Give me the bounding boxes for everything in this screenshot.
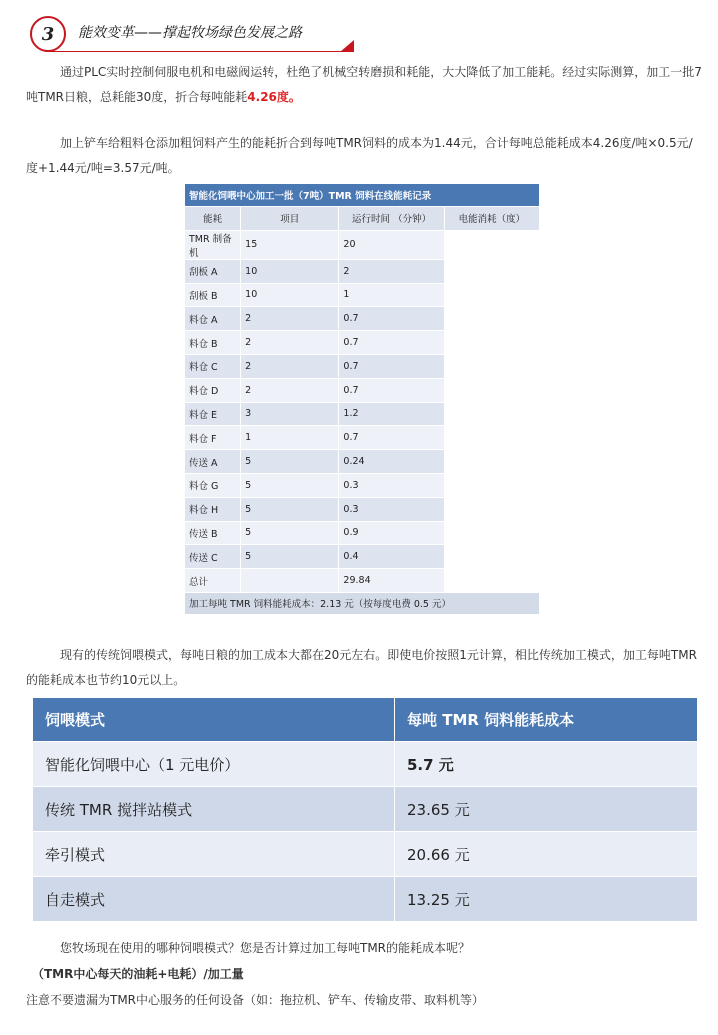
paragraph-traditional-text: 现有的传统饲喂模式，每吨日粮的加工成本大都在20元左右。即使电价按照1元计算，相比传统加工模式，加工每吨TMR的能耗成本也节约10元以上。 <box>26 648 697 687</box>
row-energy: 0.7 <box>339 307 444 331</box>
row-energy: 1.2 <box>339 402 444 426</box>
paragraph-loader-cost <box>26 131 704 181</box>
row-energy: 0.24 <box>339 450 444 474</box>
row-energy: 20 <box>339 230 444 259</box>
mode-name: 牵引模式 <box>33 832 395 877</box>
question-text: 您牧场现在使用的哪种饲喂模式？您是否计算过加工每吨TMR的能耗成本呢？ <box>60 941 471 955</box>
row-runtime: 2 <box>241 378 339 402</box>
table-row <box>185 402 540 426</box>
cost-comparison-table <box>32 697 698 922</box>
section-number-badge: 3 <box>30 16 66 52</box>
row-item: 传送 A <box>185 450 241 474</box>
table-row <box>185 307 540 331</box>
paragraph-plc-text: 通过PLC实时控制伺服电机和电磁阀运转，杜绝了机械空转磨损和耗能，大大降低了加工能耗。经过实际测算，加工一批7吨TMR日粮，总耗能30度，折合每吨能耗 <box>26 65 702 104</box>
header-energy: 电能消耗（度） <box>444 207 539 231</box>
table-row <box>185 354 540 378</box>
energy-side-label: 能耗 <box>185 207 241 231</box>
row-runtime: 5 <box>241 521 339 545</box>
energy-per-ton-highlight: 4.26度。 <box>247 90 301 104</box>
row-item: 料仓 E <box>185 402 241 426</box>
row-item: TMR 制备机 <box>185 230 241 259</box>
paragraph-plc-control <box>26 60 704 110</box>
row-runtime: 10 <box>241 259 339 283</box>
section-title: 能效变革——撑起牧场绿色发展之路 <box>78 25 302 41</box>
row-item: 料仓 A <box>185 307 241 331</box>
row-energy: 0.7 <box>339 378 444 402</box>
mode-name: 自走模式 <box>33 877 395 922</box>
row-runtime: 3 <box>241 402 339 426</box>
row-runtime <box>241 569 339 593</box>
table-row <box>185 283 540 307</box>
row-runtime: 2 <box>241 354 339 378</box>
row-energy: 0.7 <box>339 331 444 355</box>
row-energy: 29.84 <box>339 569 444 593</box>
row-item: 料仓 C <box>185 354 241 378</box>
row-item: 料仓 D <box>185 378 241 402</box>
comparison-header-cost: 每吨 TMR 饲料能耗成本 <box>395 698 698 742</box>
paragraph-traditional-mode <box>26 643 704 693</box>
row-energy: 0.3 <box>339 473 444 497</box>
table-row <box>185 473 540 497</box>
row-item: 传送 C <box>185 545 241 569</box>
row-energy: 0.3 <box>339 497 444 521</box>
table-row <box>33 877 698 922</box>
row-runtime: 5 <box>241 450 339 474</box>
note-line: 注意不要遗漏为TMR中心服务的任何设备（如：拖拉机、铲车、传输皮带、取料机等） <box>26 993 485 1007</box>
table-row <box>185 569 540 593</box>
table-row <box>185 259 540 283</box>
mode-cost: 20.66 元 <box>395 832 698 877</box>
row-energy: 1 <box>339 283 444 307</box>
row-energy: 2 <box>339 259 444 283</box>
row-item: 料仓 F <box>185 426 241 450</box>
paragraph-loader-text: 加上铲车给粗料仓添加粗饲料产生的能耗折合到每吨TMR饲料的成本为1.44元，合计每吨总能耗成本4.26度/吨×0.5元/度+1.44元/吨=3.57元/吨。 <box>26 136 693 175</box>
row-energy: 0.9 <box>339 521 444 545</box>
section-header <box>22 10 352 50</box>
row-item: 总计 <box>185 569 241 593</box>
row-item: 料仓 B <box>185 331 241 355</box>
row-runtime: 2 <box>241 307 339 331</box>
row-item: 刮板 A <box>185 259 241 283</box>
row-runtime: 10 <box>241 283 339 307</box>
comparison-header-mode: 饲喂模式 <box>33 698 395 742</box>
formula-line: （TMR中心每天的油耗+电耗）/加工量 <box>32 967 244 981</box>
row-item: 料仓 H <box>185 497 241 521</box>
row-runtime: 5 <box>241 545 339 569</box>
table-row <box>185 545 540 569</box>
row-item: 传送 B <box>185 521 241 545</box>
table-row <box>185 331 540 355</box>
row-energy: 0.7 <box>339 426 444 450</box>
row-runtime: 2 <box>241 331 339 355</box>
mode-cost: 5.7 元 <box>395 742 698 787</box>
section-triangle-decoration <box>340 40 354 52</box>
table-row <box>33 787 698 832</box>
mode-name: 智能化饲喂中心（1 元电价） <box>33 742 395 787</box>
table-row <box>185 426 540 450</box>
energy-table-footer: 加工每吨 TMR 饲料能耗成本：2.13 元（按每度电费 0.5 元） <box>185 592 540 614</box>
table-row <box>185 378 540 402</box>
table-row <box>185 497 540 521</box>
mode-cost: 23.65 元 <box>395 787 698 832</box>
mode-cost: 13.25 元 <box>395 877 698 922</box>
table-row <box>185 521 540 545</box>
row-energy: 0.7 <box>339 354 444 378</box>
row-runtime: 5 <box>241 497 339 521</box>
header-runtime: 运行时间 （分钟） <box>339 207 444 231</box>
section-underline <box>46 51 346 52</box>
row-item: 刮板 B <box>185 283 241 307</box>
energy-table-caption: 智能化饲喂中心加工一批（7吨）TMR 饲料在线能耗记录 <box>185 184 540 207</box>
header-item: 项目 <box>241 207 339 231</box>
table-row <box>185 450 540 474</box>
row-item: 料仓 G <box>185 473 241 497</box>
table-row <box>185 230 540 259</box>
table-row <box>33 832 698 877</box>
row-runtime: 5 <box>241 473 339 497</box>
row-runtime: 1 <box>241 426 339 450</box>
table-row <box>33 742 698 787</box>
mode-name: 传统 TMR 搅拌站模式 <box>33 787 395 832</box>
question-paragraph <box>26 936 704 961</box>
row-energy: 0.4 <box>339 545 444 569</box>
energy-record-table <box>184 183 540 615</box>
row-runtime: 15 <box>241 230 339 259</box>
